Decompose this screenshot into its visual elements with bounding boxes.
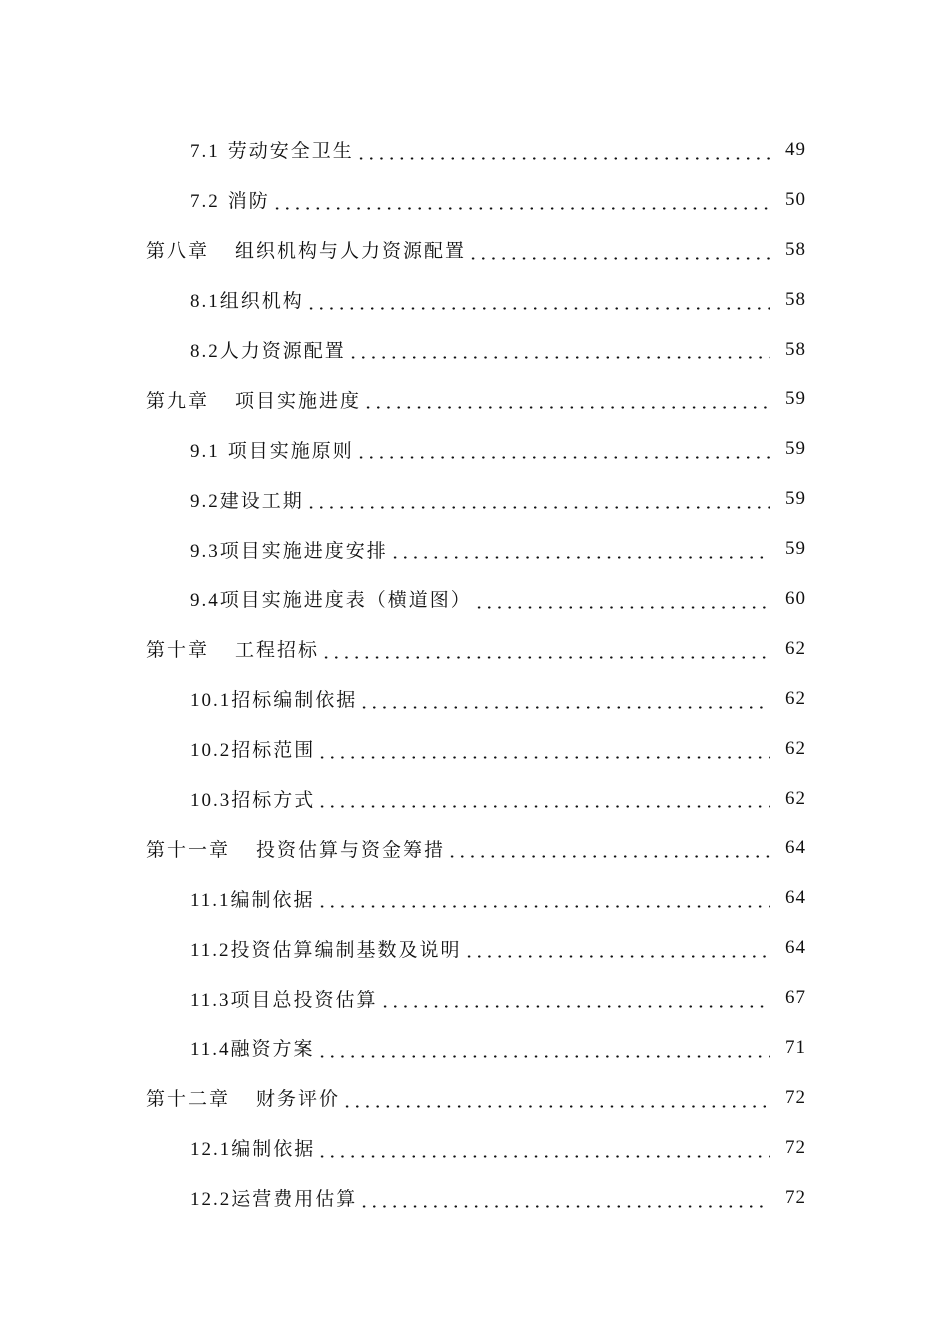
toc-dot-leader — [359, 706, 770, 709]
toc-page-number: 59 — [785, 538, 806, 560]
toc-entry-title: 项目实施进度表（横道图） — [219, 589, 472, 612]
toc-entry-title: 编制依据 — [231, 1138, 316, 1161]
toc-entry-title: 融资方案 — [230, 1038, 315, 1061]
toc-entry-heading — [190, 336, 346, 363]
toc-section-entry[interactable] — [0, 424, 950, 474]
toc-entry-title: 项目实施进度安排 — [219, 539, 388, 562]
toc-entry-title: 组织机构 — [219, 290, 304, 313]
toc-entry-number: 7.2 — [190, 191, 220, 213]
toc-entry-number: 12.2 — [190, 1189, 232, 1211]
toc-entry-number: 8.1 — [190, 291, 220, 313]
toc-entry-title: 招标范围 — [231, 739, 316, 762]
toc-dot-leader — [317, 905, 770, 908]
toc-chapter-entry[interactable] — [0, 1073, 950, 1123]
toc-entry-number: 11.2 — [190, 939, 231, 961]
toc-section-entry[interactable] — [0, 1173, 950, 1223]
toc-entry-number: 第九章 — [146, 390, 210, 412]
toc-entry-heading — [146, 835, 445, 862]
toc-dot-leader — [342, 1105, 770, 1108]
toc-dot-leader — [464, 955, 770, 958]
toc-page-number: 71 — [785, 1036, 806, 1058]
toc-entry-title: 工程招标 — [235, 639, 320, 662]
toc-page-number: 64 — [785, 937, 806, 959]
toc-section-entry[interactable] — [0, 1123, 950, 1173]
toc-section-entry[interactable] — [0, 973, 950, 1023]
toc-page-number: 60 — [785, 587, 806, 609]
toc-entry-heading — [190, 486, 304, 513]
toc-entry-number: 10.3 — [190, 790, 232, 812]
toc-entry-heading — [190, 785, 315, 812]
toc-entry-title: 项目实施进度 — [235, 389, 362, 412]
toc-chapter-entry[interactable] — [0, 823, 950, 873]
toc-page-number: 72 — [785, 1186, 806, 1208]
toc-dot-leader — [356, 157, 770, 160]
toc-dot-leader — [380, 1005, 770, 1008]
toc-entry-heading — [190, 685, 357, 712]
toc-chapter-entry[interactable] — [0, 225, 950, 275]
toc-page-number: 49 — [785, 138, 806, 160]
toc-page-number: 64 — [785, 887, 806, 909]
toc-entry-number: 11.3 — [190, 989, 231, 1011]
toc-entry-heading — [146, 236, 466, 263]
toc-entry-heading — [190, 935, 462, 962]
toc-entry-title: 劳动安全卫生 — [227, 140, 354, 163]
toc-dot-leader — [317, 756, 770, 759]
toc-dot-leader — [363, 406, 770, 409]
toc-page-number: 64 — [785, 837, 806, 859]
toc-entry-title: 项目总投资估算 — [230, 988, 378, 1011]
toc-section-entry[interactable] — [0, 674, 950, 724]
toc-entry-number: 9.1 — [190, 440, 220, 462]
toc-page-number: 59 — [785, 488, 806, 510]
toc-section-entry[interactable] — [0, 923, 950, 973]
toc-dot-leader — [321, 656, 770, 659]
toc-dot-leader — [447, 855, 770, 858]
toc-entry-heading — [190, 1184, 357, 1211]
toc-entry-title: 财务评价 — [256, 1088, 341, 1111]
toc-entry-title: 项目实施原则 — [227, 439, 354, 462]
toc-entry-number: 11.4 — [190, 1039, 231, 1061]
toc-dot-leader — [317, 1155, 770, 1158]
toc-entry-title: 编制依据 — [230, 888, 315, 911]
toc-section-entry[interactable] — [0, 125, 950, 175]
toc-entry-title: 投资估算与资金筹措 — [256, 838, 446, 861]
toc-page-number: 62 — [785, 787, 806, 809]
toc-entry-heading — [190, 1034, 315, 1061]
toc-entry-number: 第八章 — [146, 241, 210, 263]
toc-page-number: 58 — [785, 338, 806, 360]
toc-section-entry[interactable] — [0, 175, 950, 225]
toc-entry-heading — [190, 885, 315, 912]
toc-section-entry[interactable] — [0, 1023, 950, 1073]
toc-dot-leader — [272, 207, 770, 210]
toc-entry-number: 9.2 — [190, 490, 220, 512]
toc-entry-heading — [146, 1084, 340, 1111]
toc-entry-title: 运营费用估算 — [231, 1188, 358, 1211]
toc-dot-leader — [317, 805, 770, 808]
toc-entry-heading — [190, 985, 378, 1012]
toc-entry-title: 招标编制依据 — [231, 689, 358, 712]
toc-entry-title: 组织机构与人力资源配置 — [235, 240, 467, 263]
toc-dot-leader — [359, 1205, 770, 1208]
toc-chapter-entry[interactable] — [0, 374, 950, 424]
toc-dot-leader — [468, 257, 770, 260]
toc-entry-heading — [190, 585, 472, 612]
toc-section-entry[interactable] — [0, 724, 950, 774]
toc-section-entry[interactable] — [0, 574, 950, 624]
toc-entry-number: 10.2 — [190, 740, 232, 762]
toc-entry-number: 9.3 — [190, 540, 220, 562]
toc-page-number: 59 — [785, 438, 806, 460]
toc-entry-heading — [190, 286, 304, 313]
toc-entry-heading — [190, 436, 354, 463]
toc-entry-number: 9.4 — [190, 590, 220, 612]
toc-entry-heading — [190, 536, 388, 563]
toc-entry-heading — [190, 1134, 315, 1161]
toc-dot-leader — [306, 307, 770, 310]
toc-page-number: 58 — [785, 288, 806, 310]
toc-entry-heading — [190, 186, 270, 213]
toc-page-number: 58 — [785, 238, 806, 260]
toc-entry-number: 8.2 — [190, 341, 220, 362]
toc-section-entry[interactable] — [0, 474, 950, 524]
table-of-contents — [0, 125, 950, 1223]
toc-entry-number: 第十一章 — [146, 839, 231, 861]
toc-section-entry[interactable] — [0, 524, 950, 574]
toc-entry-number: 第十章 — [146, 640, 210, 662]
toc-section-entry[interactable] — [0, 275, 950, 325]
toc-page-number: 62 — [785, 637, 806, 659]
toc-section-entry[interactable] — [0, 325, 950, 375]
toc-section-entry[interactable] — [0, 774, 950, 824]
toc-chapter-entry[interactable] — [0, 624, 950, 674]
toc-page-number: 67 — [785, 987, 806, 1009]
toc-page-number: 62 — [785, 687, 806, 709]
toc-page-number: 62 — [785, 737, 806, 759]
toc-dot-leader — [348, 356, 770, 359]
toc-entry-number: 第十二章 — [146, 1089, 231, 1111]
toc-entry-number: 11.1 — [190, 889, 231, 911]
toc-dot-leader — [474, 606, 770, 609]
toc-entry-title: 消防 — [227, 190, 270, 213]
toc-entry-title: 投资估算编制基数及说明 — [230, 938, 462, 961]
toc-dot-leader — [317, 1055, 770, 1058]
toc-entry-title: 招标方式 — [231, 789, 316, 812]
toc-entry-heading — [146, 386, 361, 413]
toc-entry-title: 建设工期 — [219, 489, 304, 512]
toc-dot-leader — [390, 556, 770, 559]
toc-page-number: 50 — [785, 188, 806, 210]
toc-entry-heading — [190, 136, 354, 163]
toc-page-number: 59 — [785, 388, 806, 410]
toc-dot-leader — [306, 506, 770, 509]
toc-section-entry[interactable] — [0, 873, 950, 923]
toc-entry-title: 人力资源配置 — [219, 340, 346, 362]
toc-entry-heading — [190, 735, 315, 762]
toc-entry-number: 10.1 — [190, 690, 232, 712]
toc-entry-number: 7.1 — [190, 141, 220, 163]
toc-page-number: 72 — [785, 1086, 806, 1108]
toc-entry-heading — [146, 635, 319, 662]
toc-dot-leader — [356, 456, 770, 459]
toc-page-number: 72 — [785, 1136, 806, 1158]
toc-entry-number: 12.1 — [190, 1139, 232, 1161]
